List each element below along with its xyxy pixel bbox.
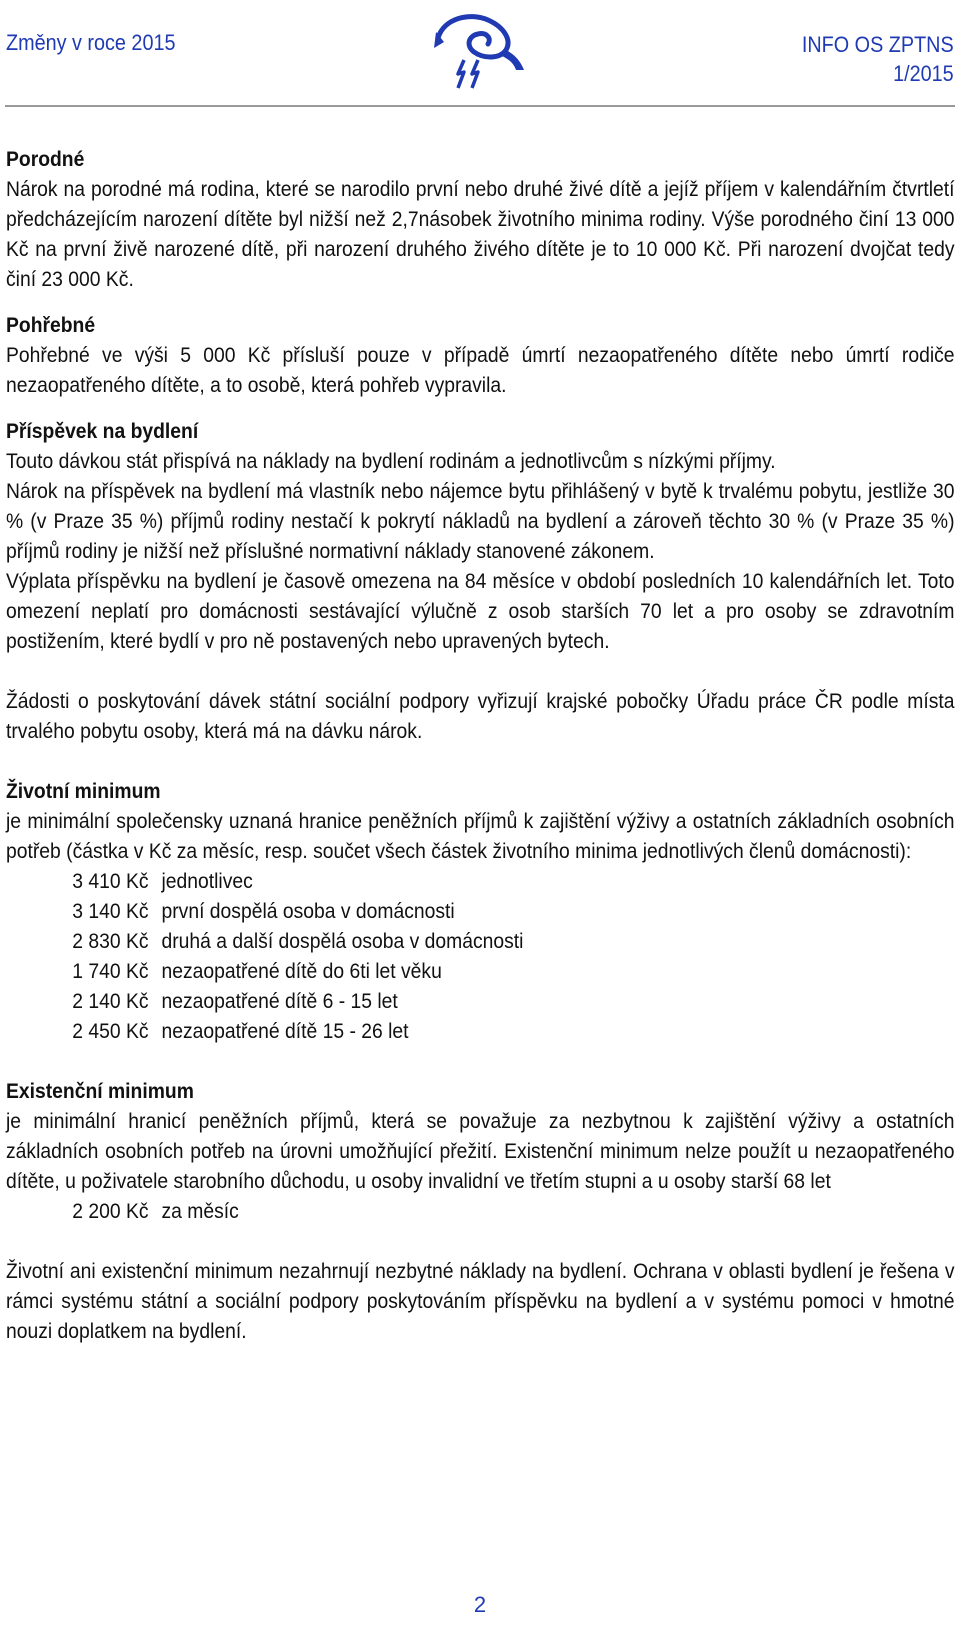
amount-label: první dospělá osoba v domácnosti bbox=[161, 900, 455, 923]
paragraph: je minimální hranicí peněžních příjmů, která se považuje za nezbytnou k zajištění výživy a ostatních základních osobních potřeb na úrovni umožňující přežití. Existenční minimum nelze použít u nezaopatřeného dítěte, u poživatele starobního důchodu, u osoby invalidní ve třetím stupni a u osoby starší 68 let bbox=[6, 1110, 955, 1193]
page-number: 2 bbox=[473, 1592, 487, 1617]
text-column bbox=[6, 145, 955, 1347]
amount-list bbox=[6, 867, 955, 1047]
paragraph: Touto dávkou stát přispívá na náklady na bydlení rodinám a jednotlivcům s nízkými příjmy. bbox=[6, 450, 776, 473]
amount: 2 140 Kč bbox=[72, 990, 149, 1013]
amount-label: jednotlivec bbox=[161, 870, 253, 893]
header-divider bbox=[5, 105, 955, 107]
list-item bbox=[72, 1197, 954, 1227]
paragraph: je minimální společensky uznaná hranice peněžních příjmů k zajištění výživy a ostatních základních osobních potřeb (částka v Kč za měsíc, resp. součet všech částek životního minima jednotlivých členů domácnosti): bbox=[6, 810, 955, 863]
list-item bbox=[72, 867, 954, 897]
section-heading: Pohřebné bbox=[6, 314, 96, 337]
list-item bbox=[72, 897, 954, 927]
list-item bbox=[72, 1017, 954, 1047]
document-body bbox=[6, 145, 955, 1347]
header-title: Změny v roce 2015 bbox=[6, 30, 176, 55]
section-porodne bbox=[6, 145, 955, 295]
section-heading: Životní minimum bbox=[6, 780, 161, 803]
section-zadosti bbox=[6, 687, 955, 747]
section-zivotni-minimum bbox=[6, 777, 955, 1047]
section-heading: Příspěvek na bydlení bbox=[6, 420, 199, 443]
amount-label: za měsíc bbox=[161, 1200, 239, 1223]
paragraph: Pohřebné ve výši 5 000 Kč přísluší pouze v případě úmrtí nezaopatřeného dítěte nebo úmrtí rodiče nezaopatřeného dítěte, a to osobě, která pohřeb vypravila. bbox=[6, 344, 955, 397]
paragraph: Nárok na porodné má rodina, které se narodilo první nebo druhé živé dítě a jejíž příjem v kalendářním čtvrtletí předcházejícím narození dítěte byl nižší než 2,7násobek životního minima rodiny. Výše porodného činí 13 000 Kč na první živě narozené dítě, při narození druhého živého dítěte je to 10 000 Kč. Při narození dvojčat tedy činí 23 000 Kč. bbox=[6, 178, 955, 291]
amount: 3 410 Kč bbox=[72, 870, 149, 893]
paragraph: Žádosti o poskytování dávek státní sociální podpory vyřizují krajské pobočky Úřadu práce ČR podle místa trvalého pobytu osoby, která má na dávku nárok. bbox=[6, 690, 955, 743]
header-issue bbox=[802, 30, 954, 88]
amount: 2 830 Kč bbox=[72, 930, 149, 953]
header-issue-number: 1/2015 bbox=[893, 61, 954, 86]
section-heading: Existenční minimum bbox=[6, 1080, 194, 1103]
amount-label: nezaopatřené dítě 15 - 26 let bbox=[161, 1020, 409, 1043]
amount: 3 140 Kč bbox=[72, 900, 149, 923]
section-heading: Porodné bbox=[6, 148, 85, 171]
amount-list bbox=[6, 1197, 955, 1227]
page-header bbox=[0, 0, 960, 108]
list-item bbox=[72, 957, 954, 987]
amount: 2 200 Kč bbox=[72, 1200, 149, 1223]
amount-label: druhá a další dospělá osoba v domácnosti bbox=[161, 930, 524, 953]
section-closing bbox=[6, 1257, 955, 1347]
list-item bbox=[72, 987, 954, 1017]
paragraph: Výplata příspěvku na bydlení je časově omezena na 84 měsíce v období posledních 10 kalendářních let. Toto omezení neplatí pro domácnosti sestávající výlučně z osob starších 70 let a pro osoby se zdravotním postižením, které bydlí v pro ně postavených nebo upravených bytech. bbox=[6, 570, 955, 653]
section-pohrebne bbox=[6, 311, 955, 401]
header-publication: INFO OS ZPTNS bbox=[802, 32, 954, 57]
section-prispevek-na-bydleni bbox=[6, 417, 955, 657]
section-existencni-minimum bbox=[6, 1077, 955, 1227]
amount: 2 450 Kč bbox=[72, 1020, 149, 1043]
amount-label: nezaopatřené dítě do 6ti let věku bbox=[161, 960, 442, 983]
posthorn-logo-icon bbox=[428, 4, 528, 100]
amount: 1 740 Kč bbox=[72, 960, 149, 983]
amount-label: nezaopatřené dítě 6 - 15 let bbox=[161, 990, 398, 1013]
paragraph: Nárok na příspěvek na bydlení má vlastník nebo nájemce bytu přihlášený v bytě k trvalému pobytu, jestliže 30 % (v Praze 35 %) příjmů rodiny nestačí k pokrytí nákladů na bydlení a zároveň těchto 30 % (v Praze 35 %) příjmů rodiny je nižší než příslušné normativní náklady stanovené zákonem. bbox=[6, 480, 955, 563]
paragraph: Životní ani existenční minimum nezahrnují nezbytné náklady na bydlení. Ochrana v oblasti bydlení je řešena v rámci systému státní a sociální podpory poskytováním příspěvku na bydlení a v systému pomoci v hmotné nouzi doplatkem na bydlení. bbox=[6, 1260, 955, 1343]
list-item bbox=[72, 927, 954, 957]
